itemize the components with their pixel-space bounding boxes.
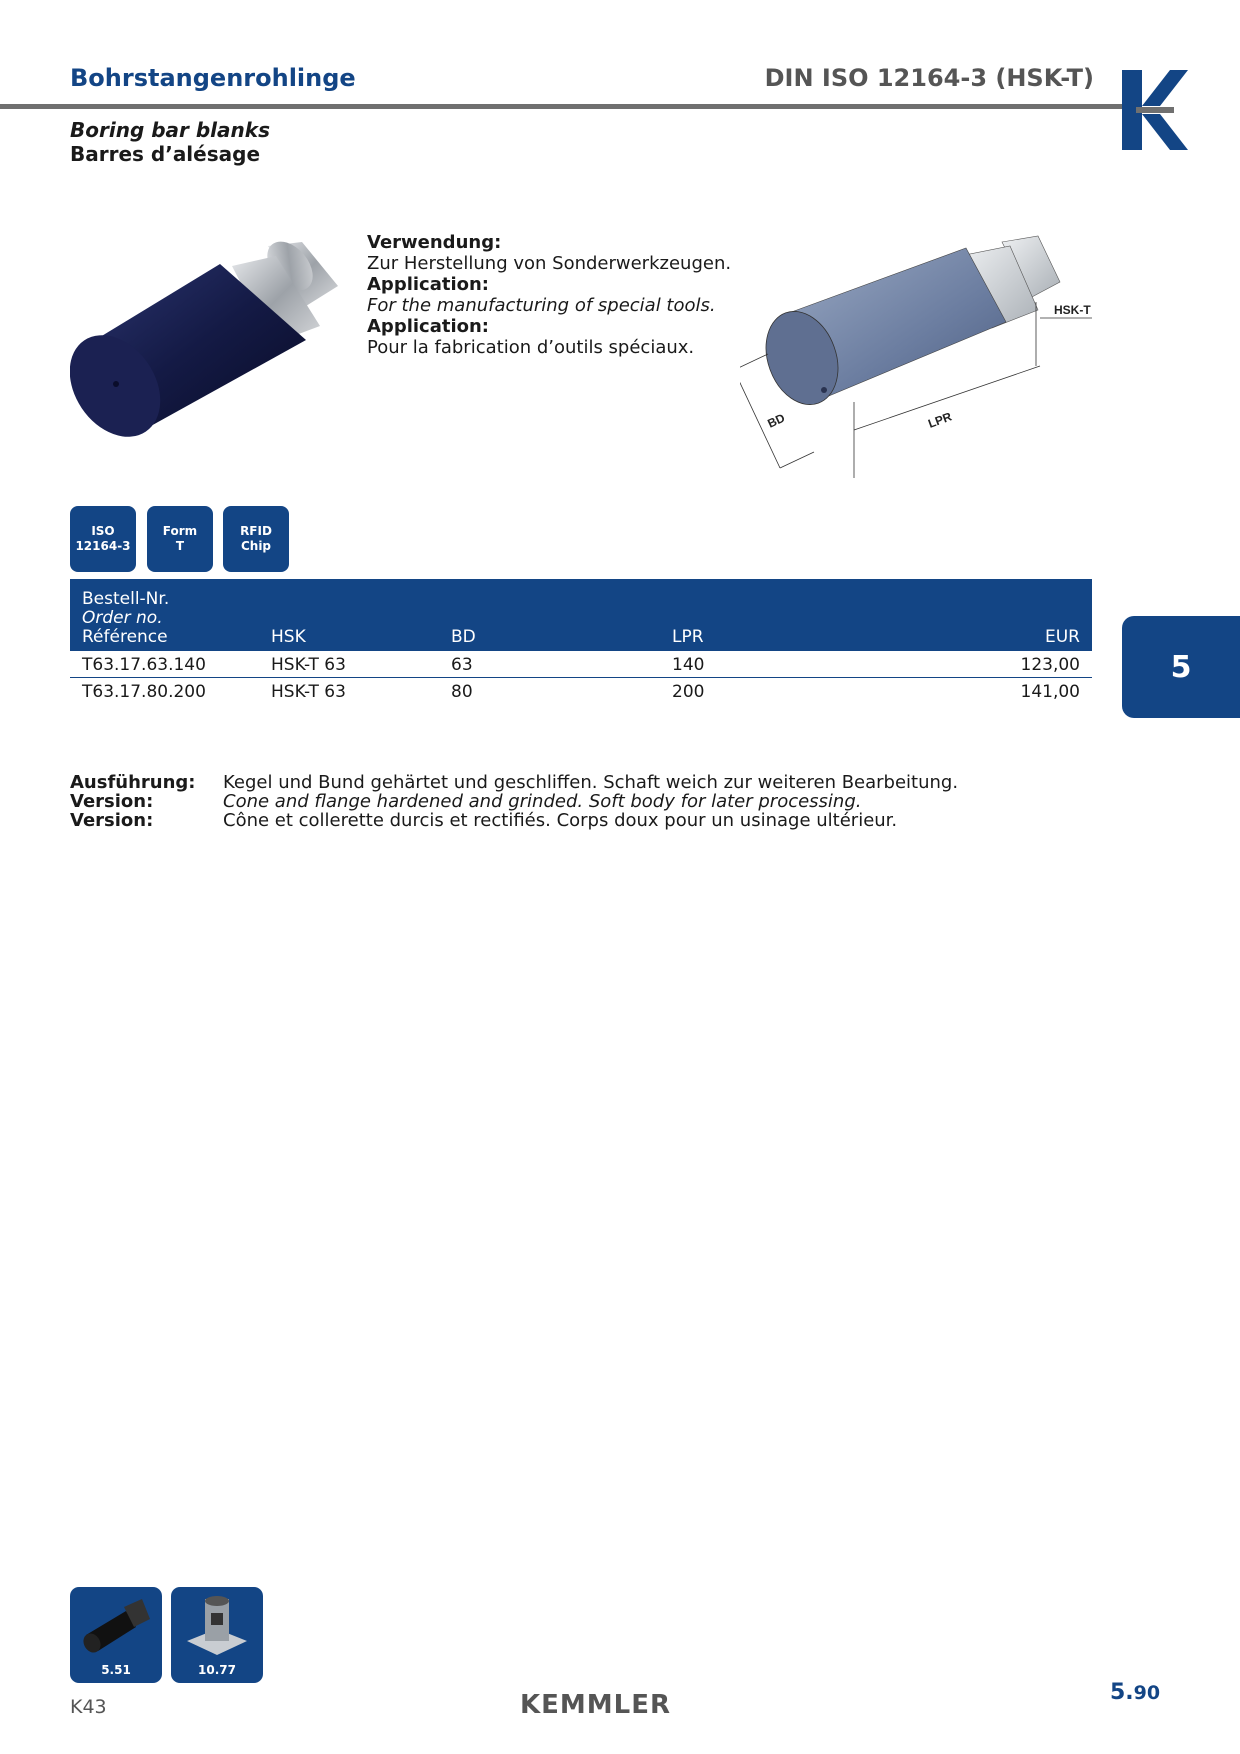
standard-title: DIN ISO 12164-3 (HSK-T) (764, 64, 1094, 92)
cell-bd: 80 (451, 682, 473, 702)
header-hsk: HSK (271, 627, 306, 647)
header-order-de: Bestell-Nr. (82, 589, 170, 609)
product-photo (70, 236, 360, 462)
execution-fr-label: Version: (70, 810, 154, 831)
reference-link-adapter[interactable] (70, 1587, 162, 1683)
execution-en-text: Cone and flange hardened and grinded. Soft body for later processing. (223, 791, 862, 812)
header-bd: BD (451, 627, 476, 647)
table-row (70, 651, 1092, 678)
execution-de-text: Kegel und Bund gehärtet und geschliffen. Schaft weich zur weiteren Bearbeitung. (223, 772, 959, 793)
cell-eur: 123,00 (1020, 655, 1080, 675)
adapter-icon (76, 1597, 156, 1659)
chapter-tab[interactable]: 5 (1122, 616, 1240, 718)
execution-en-label: Version: (70, 791, 154, 812)
subtitle (70, 118, 270, 166)
header-eur: EUR (1045, 627, 1080, 647)
usage-de-label: Verwendung: (367, 232, 502, 253)
cell-hsk: HSK-T 63 (271, 655, 346, 675)
header-rule (0, 104, 1122, 109)
header-order-en: Order no. (82, 608, 163, 628)
badge-rfid: RFID Chip (223, 506, 289, 572)
hsk-dimension-label: HSK-T (1054, 303, 1091, 317)
badge-form: Form T (147, 506, 213, 572)
table-header (70, 579, 1092, 651)
execution-fr-text: Cône et collerette durcis et rectifiés. Corps doux pour un usinage ultérieur. (223, 810, 898, 831)
badge-iso: ISO 12164-3 (70, 506, 136, 572)
usage-de-text: Zur Herstellung von Sonderwerkzeugen. (367, 253, 732, 274)
cell-bd: 63 (451, 655, 473, 675)
bd-dimension-label: BD (765, 410, 787, 431)
header-order-fr: Référence (82, 627, 168, 647)
catalog-code: K43 (70, 1696, 107, 1718)
table-row (70, 678, 1092, 704)
subtitle-en: Boring bar blanks (70, 118, 270, 142)
usage-fr-label: Application: (367, 316, 490, 337)
page-title: Bohrstangenrohlinge (70, 64, 356, 92)
brand-name: KEMMLER (520, 1690, 672, 1720)
usage-en-text: For the manufacturing of special tools. (367, 295, 716, 316)
page-number (1110, 1680, 1160, 1705)
header-order-no (82, 590, 169, 647)
cell-lpr: 140 (672, 655, 705, 675)
header-lpr: LPR (672, 627, 704, 647)
product-table (70, 579, 1092, 704)
lpr-dimension-label: LPR (926, 409, 954, 431)
page-major: 5. (1110, 1680, 1134, 1705)
cell-order-no: T63.17.80.200 (82, 682, 206, 702)
cell-lpr: 200 (672, 682, 705, 702)
cell-hsk: HSK-T 63 (271, 682, 346, 702)
dimension-drawing (740, 232, 1100, 482)
subtitle-fr: Barres d’alésage (70, 142, 261, 166)
reference-link-fixture[interactable] (171, 1587, 263, 1683)
execution-de-label: Ausführung: (70, 772, 196, 793)
cell-eur: 141,00 (1020, 682, 1080, 702)
usage-en-label: Application: (367, 274, 490, 295)
usage-block (367, 232, 731, 358)
page-minor: 90 (1133, 1682, 1161, 1704)
reference-number: 10.77 (198, 1663, 236, 1677)
fixture-icon (183, 1593, 251, 1659)
kemmler-logo-icon (1122, 70, 1188, 150)
reference-number: 5.51 (101, 1663, 131, 1677)
usage-fr-text: Pour la fabrication d’outils spéciaux. (367, 337, 695, 358)
cell-order-no: T63.17.63.140 (82, 655, 206, 675)
